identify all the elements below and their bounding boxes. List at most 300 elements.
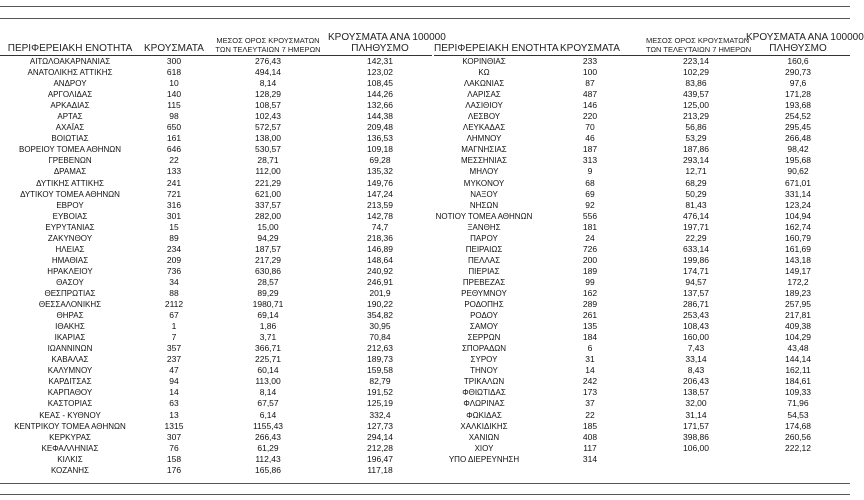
table-row bbox=[0, 166, 432, 177]
cell-cases: 300 bbox=[166, 56, 182, 66]
cell-per100k: 143,18 bbox=[785, 254, 811, 265]
cell-region: ΔΡΑΜΑΣ bbox=[53, 167, 87, 177]
cell-cases: 185 bbox=[582, 420, 598, 431]
cell-cases: 146 bbox=[582, 100, 598, 111]
cell-cases: 92 bbox=[585, 199, 595, 210]
cell-per100k: 144,14 bbox=[785, 354, 811, 365]
cell-cases: 726 bbox=[582, 243, 598, 254]
cell-region: ΙΘΑΚΗΣ bbox=[55, 322, 85, 332]
cell-avg7: 286,71 bbox=[683, 299, 709, 310]
cell-region: ΣΑΜΟΥ bbox=[469, 322, 499, 332]
cell-avg7: 31,14 bbox=[685, 409, 707, 420]
cell-per100k: 98,42 bbox=[787, 144, 809, 155]
cell-cases: 161 bbox=[166, 133, 182, 144]
cases-table-left bbox=[0, 28, 446, 476]
table-row bbox=[0, 343, 432, 354]
cell-avg7: 102,29 bbox=[683, 67, 709, 78]
cell-region: ΛΗΜΝΟΥ bbox=[466, 134, 502, 144]
table-row bbox=[0, 310, 432, 321]
cell-region: ΞΑΝΘΗΣ bbox=[467, 222, 501, 232]
cell-per100k: 43,48 bbox=[787, 343, 809, 354]
cell-per100k: 212,28 bbox=[367, 442, 393, 453]
cell-cases: 24 bbox=[585, 232, 595, 243]
cell-per100k: 354,82 bbox=[367, 310, 393, 321]
cell-avg7: 94,57 bbox=[685, 276, 707, 287]
table-row bbox=[434, 443, 850, 454]
table-row bbox=[434, 332, 850, 343]
cell-cases: 88 bbox=[169, 287, 179, 298]
cell-region: ΥΠΟ ΔΙΕΡΕΥΝΗΣΗ bbox=[448, 454, 520, 464]
cell-region: ΖΑΚΥΝΘΟΥ bbox=[47, 233, 93, 243]
cell-per100k: 104,94 bbox=[785, 210, 811, 221]
cell-region: ΛΑΚΩΝΙΑΣ bbox=[463, 79, 505, 89]
cell-region: ΠΕΛΛΑΣ bbox=[467, 255, 501, 265]
table-row bbox=[434, 166, 850, 177]
cell-cases: 133 bbox=[166, 166, 182, 177]
cell-cases: 721 bbox=[166, 188, 182, 199]
cell-cases: 314 bbox=[582, 453, 598, 464]
header-row bbox=[0, 28, 432, 56]
table-body-left bbox=[0, 56, 432, 476]
cell-cases: 189 bbox=[582, 265, 598, 276]
cell-per100k: 295,45 bbox=[785, 122, 811, 133]
cell-avg7: 206,43 bbox=[683, 376, 709, 387]
cell-avg7: 171,57 bbox=[683, 420, 709, 431]
cell-avg7: 102,43 bbox=[255, 111, 281, 122]
cell-per100k: 108,45 bbox=[367, 78, 393, 89]
table-row bbox=[0, 89, 432, 100]
cell-region: ΧΑΝΙΩΝ bbox=[468, 432, 500, 442]
cell-region: ΘΕΣΠΡΩΤΙΑΣ bbox=[44, 288, 96, 298]
cell-avg7: 61,29 bbox=[257, 442, 279, 453]
cell-avg7: 53,29 bbox=[685, 133, 707, 144]
cell-per100k: 189,23 bbox=[785, 287, 811, 298]
table-row bbox=[434, 365, 850, 376]
cell-avg7: 12,71 bbox=[685, 166, 707, 177]
cell-region: ΣΠΟΡΑΔΩΝ bbox=[461, 344, 507, 354]
cell-per100k: 159,58 bbox=[367, 365, 393, 376]
cell-avg7: 199,86 bbox=[683, 254, 709, 265]
cell-cases: 289 bbox=[582, 299, 598, 310]
cell-avg7: 50,29 bbox=[685, 188, 707, 199]
cell-avg7: 8,14 bbox=[259, 387, 277, 398]
cell-avg7: 94,29 bbox=[257, 232, 279, 243]
table-row bbox=[434, 200, 850, 211]
cell-per100k: 71,96 bbox=[787, 398, 809, 409]
col-header-per100k bbox=[328, 28, 446, 56]
cell-per100k: 69,28 bbox=[369, 155, 391, 166]
cell-per100k: 222,12 bbox=[785, 442, 811, 453]
cell-cases: 34 bbox=[169, 276, 179, 287]
cell-avg7: 138,57 bbox=[683, 387, 709, 398]
cell-cases: 14 bbox=[169, 387, 179, 398]
cell-avg7: 266,43 bbox=[255, 431, 281, 442]
cell-per100k: 82,79 bbox=[369, 376, 391, 387]
cell-per100k: 257,95 bbox=[785, 299, 811, 310]
cell-avg7: 160,00 bbox=[683, 332, 709, 343]
cell-cases: 6 bbox=[587, 343, 593, 354]
table-row bbox=[434, 410, 850, 421]
table-row bbox=[0, 67, 432, 78]
cell-per100k: 142,78 bbox=[367, 210, 393, 221]
cell-region: ΒΟΙΩΤΙΑΣ bbox=[51, 134, 89, 144]
cell-region: ΚΑΣΤΟΡΙΑΣ bbox=[47, 399, 93, 409]
cell-avg7: 293,14 bbox=[683, 155, 709, 166]
cell-avg7: 6,14 bbox=[259, 409, 277, 420]
cell-region: ΛΕΥΚΑΔΑΣ bbox=[462, 123, 506, 133]
cell-avg7: 112,00 bbox=[255, 166, 281, 177]
table-row bbox=[434, 343, 850, 354]
cell-per100k: 260,56 bbox=[785, 431, 811, 442]
cell-region: ΜΕΣΣΗΝΙΑΣ bbox=[461, 156, 507, 166]
cell-per100k: 97,6 bbox=[789, 78, 807, 89]
table-row bbox=[0, 432, 432, 443]
cell-per100k: 123,24 bbox=[785, 199, 811, 210]
cell-per100k: 218,36 bbox=[367, 232, 393, 243]
cell-region: ΑΙΤΩΛΟΑΚΑΡΝΑΝΙΑΣ bbox=[29, 57, 111, 66]
cell-avg7: 398,86 bbox=[683, 431, 709, 442]
cell-cases: 234 bbox=[166, 243, 182, 254]
cell-avg7: 1155,43 bbox=[252, 420, 284, 431]
table-row bbox=[434, 67, 850, 78]
cell-avg7: 494,14 bbox=[255, 67, 281, 78]
cell-avg7: 7,43 bbox=[687, 343, 705, 354]
cell-avg7: 337,57 bbox=[255, 199, 281, 210]
cell-cases: 357 bbox=[166, 343, 182, 354]
cell-per100k: 409,38 bbox=[785, 321, 811, 332]
table-row bbox=[434, 189, 850, 200]
cell-avg7: 197,71 bbox=[683, 221, 709, 232]
table-row bbox=[434, 421, 850, 432]
cell-cases: 87 bbox=[585, 78, 595, 89]
table-row bbox=[0, 189, 432, 200]
table-row bbox=[0, 155, 432, 166]
cell-avg7: 476,14 bbox=[683, 210, 709, 221]
cell-avg7: 112,43 bbox=[255, 453, 281, 464]
cell-per100k: 332,4 bbox=[369, 409, 391, 420]
cell-avg7: 187,86 bbox=[683, 144, 709, 155]
cell-per100k: 104,29 bbox=[785, 332, 811, 343]
cell-cases: 31 bbox=[585, 354, 595, 365]
cell-cases: 37 bbox=[585, 398, 595, 409]
cell-region: ΘΗΡΑΣ bbox=[56, 311, 84, 321]
cell-per100k: 172,2 bbox=[787, 276, 809, 287]
cell-cases: 14 bbox=[585, 365, 595, 376]
cell-cases: 618 bbox=[166, 67, 182, 78]
cell-cases: 76 bbox=[169, 442, 179, 453]
cell-per100k: 254,52 bbox=[785, 111, 811, 122]
cell-per100k: 201,9 bbox=[369, 287, 391, 298]
cell-per100k: 171,28 bbox=[785, 89, 811, 100]
cell-region: ΕΒΡΟΥ bbox=[56, 200, 84, 210]
cell-avg7 bbox=[646, 454, 746, 465]
table-row bbox=[0, 56, 432, 68]
cell-per100k: 246,91 bbox=[367, 276, 393, 287]
cell-cases: 200 bbox=[582, 254, 598, 265]
cell-per100k: 212,63 bbox=[367, 343, 393, 354]
cell-avg7: 276,43 bbox=[255, 56, 281, 66]
cell-per100k: 213,59 bbox=[367, 199, 393, 210]
cell-cases: 1315 bbox=[164, 420, 184, 431]
cell-region: ΜΑΓΝΗΣΙΑΣ bbox=[461, 145, 507, 155]
cell-region: ΧΙΟΥ bbox=[474, 443, 494, 453]
cell-per100k: 290,73 bbox=[785, 67, 811, 78]
cell-region: ΗΛΕΙΑΣ bbox=[55, 244, 85, 254]
table-row bbox=[0, 398, 432, 409]
cell-avg7: 225,71 bbox=[255, 354, 281, 365]
cell-per100k: 74,7 bbox=[371, 221, 389, 232]
cell-per100k: 144,38 bbox=[367, 111, 393, 122]
cell-cases: 209 bbox=[166, 254, 182, 265]
cell-cases: 650 bbox=[166, 122, 182, 133]
cell-cases: 89 bbox=[169, 232, 179, 243]
cell-avg7: 282,00 bbox=[255, 210, 281, 221]
table-row bbox=[0, 376, 432, 387]
table-row bbox=[0, 144, 432, 155]
cell-region: ΚΙΛΚΙΣ bbox=[57, 454, 83, 464]
top-rule-second bbox=[0, 18, 850, 19]
cell-region: ΦΩΚΙΔΑΣ bbox=[466, 410, 502, 420]
cell-cases: 261 bbox=[582, 310, 598, 321]
cell-cases: 99 bbox=[585, 276, 595, 287]
cell-avg7: 113,00 bbox=[255, 376, 281, 387]
cell-region: ΜΥΚΟΝΟΥ bbox=[463, 178, 505, 188]
cell-avg7: 67,57 bbox=[257, 398, 279, 409]
cell-avg7: 81,43 bbox=[685, 199, 707, 210]
cell-per100k: 147,24 bbox=[367, 188, 393, 199]
table-row bbox=[434, 244, 850, 255]
table-row bbox=[434, 398, 850, 409]
table-row bbox=[434, 100, 850, 111]
table-row bbox=[0, 233, 432, 244]
cell-region: ΝΗΣΩΝ bbox=[469, 200, 499, 210]
table-row bbox=[0, 211, 432, 222]
cell-avg7: 138,00 bbox=[255, 133, 281, 144]
cell-cases: 237 bbox=[166, 354, 182, 365]
col-header-avg7-line2: ΤΩΝ ΤΕΛΕΥΤΑΙΩΝ 7 ΗΜΕΡΩΝ bbox=[215, 45, 321, 54]
table-row bbox=[0, 111, 432, 122]
cell-per100k: 331,14 bbox=[785, 188, 811, 199]
cell-per100k: 142,31 bbox=[367, 56, 393, 66]
table-row bbox=[434, 89, 850, 100]
cell-region: ΦΛΩΡΙΝΑΣ bbox=[463, 399, 505, 409]
cell-avg7: 28,57 bbox=[257, 276, 279, 287]
cell-avg7: 439,57 bbox=[683, 89, 709, 100]
cell-per100k: 54,53 bbox=[787, 409, 809, 420]
cell-cases: 94 bbox=[169, 376, 179, 387]
cell-cases: 7 bbox=[171, 332, 177, 343]
cell-avg7: 1980,71 bbox=[252, 299, 284, 310]
cell-region: ΑΝΔΡΟΥ bbox=[53, 79, 87, 89]
cell-region: ΚΕΦΑΛΛΗΝΙΑΣ bbox=[41, 443, 99, 453]
col-header-region: ΠΕΡΙΦΕΡΕΙΑΚΗ ΕΝΟΤΗΤΑ bbox=[7, 43, 133, 54]
cell-cases: 313 bbox=[582, 155, 598, 166]
cell-region: ΑΡΚΑΔΙΑΣ bbox=[50, 101, 90, 111]
cell-region: ΠΙΕΡΙΑΣ bbox=[468, 266, 500, 276]
cell-cases: 187 bbox=[582, 144, 598, 155]
cell-region: ΕΥΡΥΤΑΝΙΑΣ bbox=[45, 222, 95, 232]
cell-per100k: 160,6 bbox=[787, 56, 809, 66]
cell-region: ΑΡΤΑΣ bbox=[57, 112, 83, 122]
col-header-region: ΠΕΡΙΦΕΡΕΙΑΚΗ ΕΝΟΤΗΤΑ bbox=[434, 43, 559, 54]
table-row bbox=[434, 233, 850, 244]
table-row bbox=[0, 178, 432, 189]
cell-avg7: 83,86 bbox=[685, 78, 707, 89]
cell-avg7: 8,14 bbox=[259, 78, 277, 89]
cell-region: ΣΥΡΟΥ bbox=[470, 355, 498, 365]
cell-avg7: 1,86 bbox=[259, 321, 277, 332]
table-row bbox=[0, 244, 432, 255]
cell-per100k: 162,74 bbox=[785, 221, 811, 232]
cell-avg7: 530,57 bbox=[255, 144, 281, 155]
cell-per100k: 135,32 bbox=[367, 166, 393, 177]
cell-cases: 15 bbox=[169, 221, 179, 232]
cell-per100k: 195,68 bbox=[785, 155, 811, 166]
cell-cases: 736 bbox=[166, 265, 182, 276]
cell-avg7: 621,00 bbox=[255, 188, 281, 199]
cell-region: ΙΚΑΡΙΑΣ bbox=[54, 333, 86, 343]
cell-cases: 67 bbox=[169, 310, 179, 321]
cell-cases: 158 bbox=[166, 453, 182, 464]
cell-cases: 307 bbox=[166, 431, 182, 442]
table-row bbox=[434, 354, 850, 365]
cell-region: ΚΕΑΣ - ΚΥΘΝΟΥ bbox=[39, 410, 101, 420]
cell-per100k: 266,48 bbox=[785, 133, 811, 144]
table-row bbox=[0, 133, 432, 144]
cell-per100k: 190,22 bbox=[367, 299, 393, 310]
cell-avg7: 137,57 bbox=[683, 287, 709, 298]
cell-region: ΚΑΡΔΙΤΣΑΣ bbox=[48, 377, 92, 387]
cell-avg7: 15,00 bbox=[257, 221, 279, 232]
cell-region: ΚΩ bbox=[478, 68, 490, 78]
cell-region: ΚΕΝΤΡΙΚΟΥ ΤΟΜΕΑ ΑΘΗΝΩΝ bbox=[14, 421, 126, 431]
cell-per100k: 217,81 bbox=[785, 310, 811, 321]
cell-avg7: 69,14 bbox=[257, 310, 279, 321]
table-row bbox=[434, 222, 850, 233]
cell-cases: 646 bbox=[166, 144, 182, 155]
cell-avg7: 60,14 bbox=[257, 365, 279, 376]
col-header-avg7-line2: ΤΩΝ ΤΕΛΕΥΤΑΙΩΝ 7 ΗΜΕΡΩΝ bbox=[646, 45, 752, 54]
table-row bbox=[0, 410, 432, 421]
cell-cases: 233 bbox=[582, 56, 598, 66]
cell-region: ΛΕΣΒΟΥ bbox=[467, 112, 501, 122]
cell-region: ΔΥΤΙΚΟΥ ΤΟΜΕΑ ΑΘΗΝΩΝ bbox=[20, 189, 120, 199]
cell-region: ΠΑΡΟΥ bbox=[470, 233, 498, 243]
bottom-rule-second bbox=[0, 494, 850, 495]
col-header-per100k-line1: ΚΡΟΥΣΜΑΤΑ ΑΝΑ 100000 bbox=[746, 32, 864, 43]
cell-per100k: 30,95 bbox=[369, 321, 391, 332]
cell-avg7: 572,57 bbox=[255, 122, 281, 133]
table-row bbox=[0, 122, 432, 133]
table-row bbox=[434, 211, 850, 222]
cell-per100k: 144,26 bbox=[367, 89, 393, 100]
cell-per100k: 149,17 bbox=[785, 265, 811, 276]
cell-cases: 556 bbox=[582, 210, 598, 221]
cell-cases: 173 bbox=[582, 387, 598, 398]
cell-per100k: 209,48 bbox=[367, 122, 393, 133]
cell-region: ΧΑΛΚΙΔΙΚΗΣ bbox=[460, 421, 508, 431]
cell-avg7: 633,14 bbox=[683, 243, 709, 254]
cell-cases: 162 bbox=[582, 287, 598, 298]
cell-cases: 487 bbox=[582, 89, 598, 100]
col-header-cases: ΚΡΟΥΣΜΑΤΑ bbox=[144, 43, 204, 54]
cell-per100k: 189,73 bbox=[367, 354, 393, 365]
cell-per100k: 109,18 bbox=[367, 144, 393, 155]
cell-cases: 47 bbox=[169, 365, 179, 376]
cell-avg7: 108,43 bbox=[683, 321, 709, 332]
table-row bbox=[0, 454, 432, 465]
cell-avg7: 223,14 bbox=[683, 56, 709, 66]
cell-per100k: 146,89 bbox=[367, 243, 393, 254]
cell-per100k: 127,73 bbox=[367, 420, 393, 431]
cell-per100k: 196,47 bbox=[367, 453, 393, 464]
cell-cases: 22 bbox=[169, 155, 179, 166]
cell-region: ΒΟΡΕΙΟΥ ΤΟΜΕΑ ΑΘΗΝΩΝ bbox=[18, 145, 122, 155]
cell-region: ΠΡΕΒΕΖΑΣ bbox=[462, 277, 506, 287]
table-row bbox=[0, 299, 432, 310]
col-header-avg7-line1: ΜΕΣΟΣ ΟΡΟΣ ΚΡΟΥΣΜΑΤΩΝ bbox=[216, 36, 320, 45]
top-rule bbox=[0, 6, 850, 7]
cell-region: ΡΕΘΥΜΝΟΥ bbox=[461, 288, 507, 298]
cell-cases: 22 bbox=[585, 409, 595, 420]
table-row bbox=[0, 365, 432, 376]
cell-cases: 63 bbox=[169, 398, 179, 409]
cell-avg7: 125,00 bbox=[683, 100, 709, 111]
cell-region: ΚΕΡΚΥΡΑΣ bbox=[49, 432, 91, 442]
table-row bbox=[0, 465, 432, 476]
cell-region: ΛΑΡΙΣΑΣ bbox=[467, 90, 501, 100]
cell-region: ΦΘΙΩΤΙΔΑΣ bbox=[462, 388, 506, 398]
col-header-per100k-line1: ΚΡΟΥΣΜΑΤΑ ΑΝΑ 100000 bbox=[328, 32, 446, 43]
cell-region: ΡΟΔΟΠΗΣ bbox=[464, 300, 504, 310]
cell-per100k: 132,66 bbox=[367, 100, 393, 111]
cell-per100k: 148,64 bbox=[367, 254, 393, 265]
cell-avg7: 22,29 bbox=[685, 232, 707, 243]
table-row bbox=[0, 100, 432, 111]
table-row bbox=[0, 332, 432, 343]
col-header-avg7 bbox=[208, 28, 328, 56]
col-header-avg7-line1: ΜΕΣΟΣ ΟΡΟΣ ΚΡΟΥΣΜΑΤΩΝ bbox=[646, 36, 750, 45]
cell-avg7: 106,00 bbox=[683, 442, 709, 453]
table-row bbox=[0, 288, 432, 299]
table-row bbox=[0, 255, 432, 266]
cell-avg7: 108,57 bbox=[255, 100, 281, 111]
cell-per100k: 671,01 bbox=[785, 177, 811, 188]
cell-region: ΚΑΒΑΛΑΣ bbox=[51, 355, 89, 365]
cell-cases: 1 bbox=[171, 321, 177, 332]
table-row bbox=[434, 144, 850, 155]
cell-region: ΣΕΡΡΩΝ bbox=[467, 333, 501, 343]
cell-cases: 13 bbox=[169, 409, 179, 420]
cell-per100k: 160,79 bbox=[785, 232, 811, 243]
table-row bbox=[434, 56, 850, 68]
cell-cases: 181 bbox=[582, 221, 598, 232]
cell-avg7: 33,14 bbox=[685, 354, 707, 365]
cell-per100k: 136,53 bbox=[367, 133, 393, 144]
cell-region: ΑΝΑΤΟΛΙΚΗΣ ΑΤΤΙΚΗΣ bbox=[27, 68, 113, 78]
cell-avg7: 32,00 bbox=[685, 398, 707, 409]
cell-cases: 70 bbox=[585, 122, 595, 133]
cell-cases: 316 bbox=[166, 199, 182, 210]
cell-cases: 242 bbox=[582, 376, 598, 387]
cell-avg7: 28,71 bbox=[257, 155, 279, 166]
cases-table-right bbox=[434, 28, 864, 465]
table-row bbox=[434, 155, 850, 166]
cell-per100k: 149,76 bbox=[367, 177, 393, 188]
cell-avg7: 630,86 bbox=[255, 265, 281, 276]
cell-per100k: 161,69 bbox=[785, 243, 811, 254]
cell-per100k: 162,11 bbox=[785, 365, 811, 376]
